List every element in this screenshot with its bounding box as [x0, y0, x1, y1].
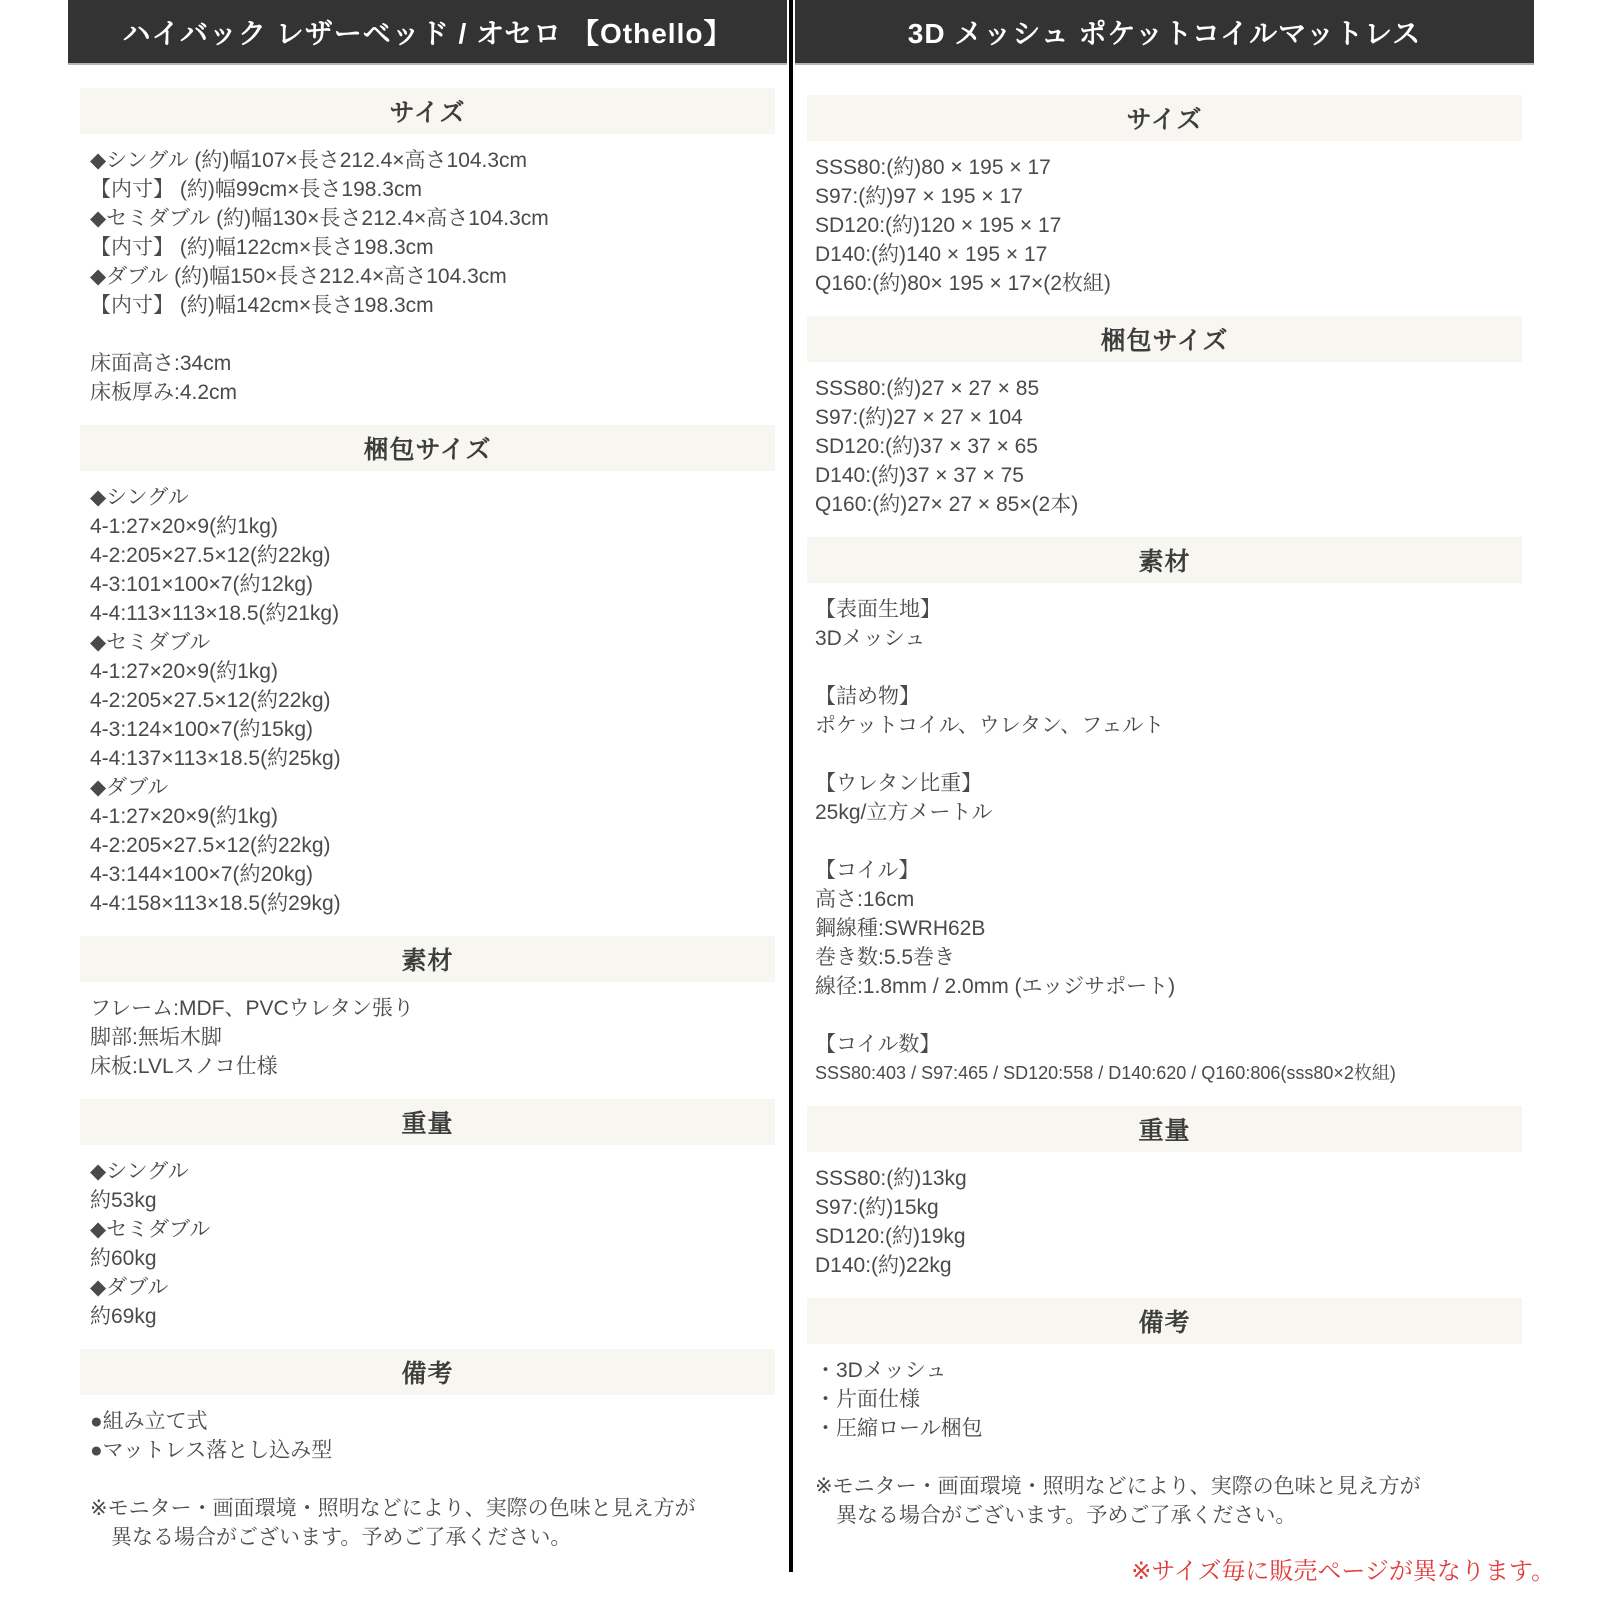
section-body	[68, 471, 787, 936]
spec-line: フレーム:MDF、PVCウレタン張り	[90, 997, 414, 1020]
section-body	[795, 1152, 1534, 1298]
spec-line: 4-1:27×20×9(約1kg)	[90, 660, 278, 683]
section-title: サイズ	[1126, 106, 1203, 134]
section-band	[807, 95, 1522, 141]
spec-section	[68, 88, 787, 425]
spec-line: 4-4:158×113×18.5(約29kg)	[90, 892, 341, 915]
section-band	[807, 1298, 1522, 1344]
section-body	[795, 1344, 1534, 1548]
spec-section	[68, 936, 787, 1099]
spec-line: 4-3:144×100×7(約20kg)	[90, 863, 313, 886]
spec-line: SSS80:403 / S97:465 / SD120:558 / D140:620 / Q160:806(sss80×2枚組)	[815, 1063, 1396, 1083]
spec-line: 25kg/立方メートル	[815, 801, 993, 824]
section-body	[795, 141, 1534, 316]
spec-line: 4-1:27×20×9(約1kg)	[90, 515, 278, 538]
section-title: 重量	[401, 1110, 454, 1138]
spec-line: ◆ダブル	[90, 776, 169, 799]
spec-line: ・3Dメッシュ	[815, 1359, 947, 1382]
spec-line: 床板:LVLスノコ仕様	[90, 1055, 278, 1078]
section-title: 備考	[1138, 1309, 1191, 1337]
right-product-column	[795, 0, 1534, 1548]
spec-line: 【ウレタン比重】	[815, 772, 983, 795]
spec-section	[795, 1298, 1534, 1548]
spec-line: ・片面仕様	[815, 1388, 920, 1411]
spec-line: 4-3:124×100×7(約15kg)	[90, 718, 313, 741]
spec-line: ◆セミダブル	[90, 631, 211, 654]
spec-section	[68, 425, 787, 936]
section-band	[807, 537, 1522, 583]
spec-line: 3Dメッシュ	[815, 627, 926, 650]
spec-line: 【内寸】 (約)幅142cm×長さ198.3cm	[90, 294, 434, 317]
spec-line: ◆シングル	[90, 1160, 189, 1183]
spec-line: 4-2:205×27.5×12(約22kg)	[90, 544, 331, 567]
spec-line: 4-3:101×100×7(約12kg)	[90, 573, 313, 596]
section-title: 備考	[401, 1360, 454, 1388]
spec-line: S97:(約)15kg	[815, 1196, 939, 1219]
section-body	[795, 362, 1534, 537]
spec-line: 線径:1.8mm / 2.0mm (エッジサポート)	[815, 975, 1176, 998]
spec-line: 4-2:205×27.5×12(約22kg)	[90, 834, 331, 857]
spec-line: ◆セミダブル	[90, 1218, 211, 1241]
spec-line: S97:(約)27 × 27 × 104	[815, 406, 1023, 429]
footer-size-note: ※サイズ毎に販売ページが異なります。	[1131, 1558, 1555, 1585]
section-band	[807, 1106, 1522, 1152]
spec-line: 4-2:205×27.5×12(約22kg)	[90, 689, 331, 712]
spec-line: 高さ:16cm	[815, 888, 915, 911]
spec-section	[68, 1349, 787, 1570]
spec-line: 床板厚み:4.2cm	[90, 381, 238, 404]
left-product-title-bar	[68, 0, 787, 65]
spec-line	[90, 320, 787, 349]
section-title: 重量	[1138, 1117, 1191, 1145]
spec-line: 鋼線種:SWRH62B	[815, 917, 986, 940]
spec-line: 【コイル数】	[815, 1033, 941, 1056]
spec-line: ●組み立て式	[90, 1410, 208, 1433]
section-band	[80, 88, 775, 134]
spec-line: SSS80:(約)80 × 195 × 17	[815, 156, 1051, 179]
spec-line: 4-1:27×20×9(約1kg)	[90, 805, 278, 828]
spec-line: SD120:(約)19kg	[815, 1225, 966, 1248]
section-body	[68, 1145, 787, 1349]
spec-line	[815, 1443, 1534, 1472]
section-body	[68, 134, 787, 425]
section-title: サイズ	[389, 99, 466, 127]
spec-line: SD120:(約)37 × 37 × 65	[815, 435, 1038, 458]
spec-section	[795, 1106, 1534, 1298]
spec-line: ◆ダブル	[90, 1276, 169, 1299]
spec-line: ◆シングル (約)幅107×長さ212.4×高さ104.3cm	[90, 149, 528, 172]
section-title: 梱包サイズ	[1100, 327, 1229, 355]
spec-line	[815, 653, 1534, 682]
spec-line: 異なる場合がございます。予めご了承ください。	[815, 1504, 1297, 1527]
right-product-title: 3D メッシュ ポケットコイルマットレス	[907, 17, 1422, 49]
spec-line: 床面高さ:34cm	[90, 352, 232, 375]
spec-line: 約53kg	[90, 1189, 157, 1212]
spec-line: SSS80:(約)27 × 27 × 85	[815, 377, 1040, 400]
spec-line: Q160:(約)80× 195 × 17×(2枚組)	[815, 272, 1111, 295]
spec-line	[815, 827, 1534, 856]
spec-line: 【内寸】 (約)幅99cm×長さ198.3cm	[90, 178, 422, 201]
spec-line: ◆シングル	[90, 486, 189, 509]
spec-section	[795, 537, 1534, 1106]
section-body	[68, 982, 787, 1099]
spec-line: 約60kg	[90, 1247, 157, 1270]
section-body	[68, 1395, 787, 1570]
spec-line	[815, 1001, 1534, 1030]
spec-line: ※モニター・画面環境・照明などにより、実際の色味と見え方が	[90, 1497, 696, 1520]
spec-line: SSS80:(約)13kg	[815, 1167, 967, 1190]
left-product-column	[68, 0, 787, 1570]
section-band	[80, 1349, 775, 1395]
spec-line: ポケットコイル、ウレタン、フェルト	[815, 714, 1165, 737]
right-sections	[795, 95, 1534, 1548]
spec-line: D140:(約)22kg	[815, 1254, 952, 1277]
spec-line: S97:(約)97 × 195 × 17	[815, 185, 1023, 208]
spec-line: ◆ダブル (約)幅150×長さ212.4×高さ104.3cm	[90, 265, 507, 288]
spec-line: Q160:(約)27× 27 × 85×(2本)	[815, 493, 1079, 516]
spec-line	[90, 1465, 787, 1494]
section-body	[795, 583, 1534, 1106]
right-product-title-bar	[795, 0, 1534, 65]
column-divider	[789, 0, 793, 1572]
spec-section	[68, 1099, 787, 1349]
spec-line: 4-4:137×113×18.5(約25kg)	[90, 747, 341, 770]
spec-line: D140:(約)37 × 37 × 75	[815, 464, 1024, 487]
spec-line: 異なる場合がございます。予めご了承ください。	[90, 1526, 572, 1549]
section-band	[80, 936, 775, 982]
spec-line: SD120:(約)120 × 195 × 17	[815, 214, 1062, 237]
spec-line: ◆セミダブル (約)幅130×長さ212.4×高さ104.3cm	[90, 207, 549, 230]
spec-line: 【内寸】 (約)幅122cm×長さ198.3cm	[90, 236, 434, 259]
spec-line: 約69kg	[90, 1305, 157, 1328]
spec-line: 【コイル】	[815, 859, 920, 882]
spec-line: D140:(約)140 × 195 × 17	[815, 243, 1048, 266]
spec-line: 4-4:113×113×18.5(約21kg)	[90, 602, 340, 625]
spec-line: 巻き数:5.5巻き	[815, 946, 956, 969]
spec-line: ※モニター・画面環境・照明などにより、実際の色味と見え方が	[815, 1475, 1421, 1498]
section-title: 素材	[401, 947, 454, 975]
spec-section	[795, 316, 1534, 537]
left-product-title: ハイバック レザーベッド / オセロ 【Othello】	[122, 17, 733, 49]
section-band	[80, 425, 775, 471]
spec-line: 【表面生地】	[815, 598, 941, 621]
section-title: 梱包サイズ	[363, 436, 492, 464]
spec-section	[795, 95, 1534, 316]
spec-line	[815, 740, 1534, 769]
spec-line: 脚部:無垢木脚	[90, 1026, 222, 1049]
spec-line: ●マットレス落とし込み型	[90, 1439, 333, 1462]
left-sections	[68, 88, 787, 1570]
section-band	[807, 316, 1522, 362]
spec-line: ・圧縮ロール梱包	[815, 1417, 983, 1440]
section-band	[80, 1099, 775, 1145]
section-title: 素材	[1138, 548, 1191, 576]
spec-line: 【詰め物】	[815, 685, 920, 708]
